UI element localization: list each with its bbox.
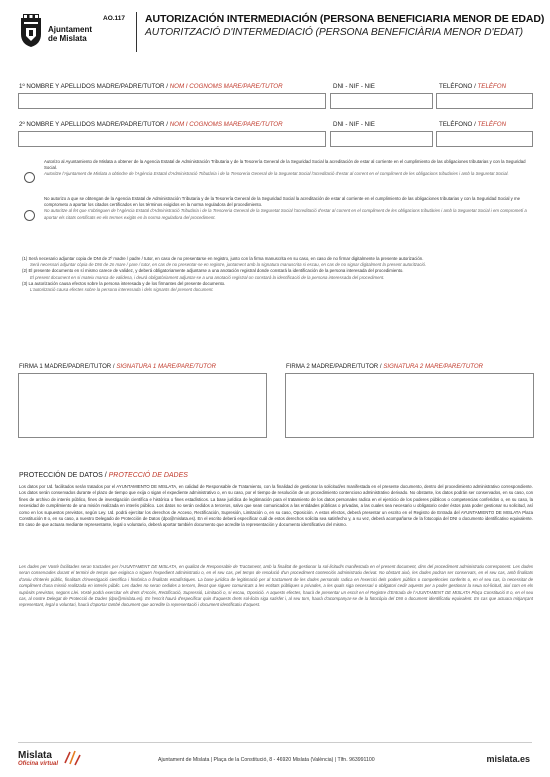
no-authorize-option-text: No autorizo a que se obtengan de la Agencia Estatal de Administración Tributaria y de la Tesorería General de la Seguridad Social la acreditación de estar al corriente en el cumplimiento de las obligaciones tributarias y con la Seguridad Social y me comprometo a aportar los citados certificados en los términos exigidos en la norma reguladora del procedimiento. No autoritze al fet que s'obtinguen de l'Agència Estatal d'Administració Tributària i de la Tresoreria General de la Seguretat Social l'acreditació d'estar al corrent en el compliment de les obligacions tributàries i amb la Seguretat Social i em comprometí a aportar els citats certificats en els termes exigits en la norma reguladora del procediment. xyxy=(44,196,527,220)
header-divider xyxy=(136,12,137,52)
note-2: (2) El presente documento en sí mismo carece de validez, y deberá obligatoriamente adjuntarse a una anotación registral donde constará la identificación de la persona interesada del procedimiento. xyxy=(22,268,404,274)
note-2-valencian: El present document en si mateix manca de validesa, i deurà obligatòriament adjuntar-se a una anotació registral on constarà la identificació de la persona interessada del procediment. xyxy=(30,274,385,280)
oficina-virtual-logo xyxy=(18,749,83,767)
phone2-input[interactable] xyxy=(436,131,533,147)
dni1-input[interactable] xyxy=(330,93,433,109)
form-title-valencian: AUTORITZACIÓ D'INTERMEDIACIÓ (PERSONA BENEFICIÀRIA MENOR D'EDAT) xyxy=(145,27,523,38)
footer-logo-sub: Oficina virtual xyxy=(18,761,59,767)
signature1-box[interactable] xyxy=(18,373,267,438)
data-protection-title: PROTECCIÓN DE DATOS / PROTECCIÓ DE DADES xyxy=(19,472,188,479)
dni1-label: DNI - NIF - NIE xyxy=(333,83,375,90)
logo-line-1: Ajuntament xyxy=(48,25,92,34)
note-1: (1) Será necesario adjuntar copia de DNI de 2º madre / padre / tutor, en caso de no presentarse en registro, junto con la firma manuscrita en su caso, en caso de no firmar digitalmente la presente autorización. xyxy=(22,256,424,261)
footer-website[interactable]: mislata.es xyxy=(486,754,530,764)
footer-logo-name: Mislata xyxy=(18,750,52,761)
signature2-box[interactable] xyxy=(285,373,534,438)
sparkle-icon xyxy=(61,749,83,767)
note-3-valencian: L'autorització causa efectes sobre la persona interessada i dels signants del present document. xyxy=(30,287,214,293)
phone1-input[interactable] xyxy=(436,93,533,109)
footer-divider xyxy=(18,742,532,743)
signature2-label: FIRMA 2 MADRE/PADRE/TUTOR / SIGNATURA 2 MARE/PARE/TUTOR xyxy=(286,363,483,370)
form-title: AUTORIZACIÓN INTERMEDIACIÓN (PERSONA BENEFICIARIA MENOR DE EDAD) xyxy=(145,13,545,25)
note-1-valencian: Serà necessari adjuntar còpia de DNI de 2n mare / pare / tutor, en cas de no presentar-se en registre, juntament amb la signatura manuscrita si escau, en cas de no signar digitalment la present autorització. xyxy=(30,262,427,268)
name1-label: 1º NOMBRE Y APELLIDOS MADRE/PADRE/TUTOR / NOM I COGNOMS MARE/PARE/TUTOR xyxy=(19,83,283,90)
name2-label: 2º NOMBRE Y APELLIDOS MADRE/PADRE/TUTOR / NOM I COGNOMS MARE/PARE/TUTOR xyxy=(19,121,283,128)
name2-input[interactable] xyxy=(18,131,326,147)
data-protection-text-valencian: Les dades per Vostè facilitades seran tractades per l'AJUNTAMENT DE MISLATA, en qualitat de Responsable de Tractament, amb la finalitat de gestionar la sol·licitud/s manifestada en el present document, dins del procediment administratiu corresponent. Les dades seran conservades durant el termini de temps que exigisca o siguen l'expedient administratiu o, en el seu cas, pel temps de resolució d'un procediment contenciós administratiu derivat. No obstant això, les dades podran ser conservats, en el seu cas, amb finalitats d'arxiu d'interés públic, finalitats d'investigació científica i històrica o finalitats estadístiques. La base jurídica de legitimació per al tractament de les dades personals radica en l'exercici dels poders públics o competències conferits o, en el seu cas, la necessitat de compliment d'una missió realitzada en interés públic. Les dades no seran cedides a tercers, llevat que siguen comunicats a les entitats públiques o privades, a les quals siga necessari o obligatori cedir aquests per a poder gestionar la seua sol·licitud, així com en els supòsits previstos, segons Llei. Vosté podrà exercitar els drets d'Accés, Rectificació, Supressió, Limitació o, si escau, Oposició. A aquests efectes, haurà de presentar un escrit en el Registre d'Entrada de l'AJUNTAMENT DE MISLATA Plaça Constitució 8 o, en el seu cas, al nostre Delegat de Protecció de Dades (dpo@mislata.es). En l'escrit haurà d'especificar quin d'aquests drets sol·licita siga satisfet i, al seu torn, haurà d'acompanyar-se de la fotocòpia del DNI o document identificatiu equivalent. En cas que actuara mitjançant representant, legal o voluntari, haurà d'aportar també document que acredite la representació i document identificatiu d'aquest. xyxy=(19,564,533,608)
logo-line-2: de Mislata xyxy=(48,33,87,43)
authorize-option-text: Autorizo al Ayuntamiento de Mislata a obtener de la Agencia Estatal de Administración Tributaria y de la Tesorería General de la Seguridad Social la acreditación de estar al corriente en el cumplimiento de las obligaciones tributarias y con la Seguridad Social. Autoritze l'Ajuntament de Mislata a obtindre de l'Agència Estatal d'Administració Tributària i de la Tresoreria General de la Seguretat Social l'acreditació d'estar al corrent en el compliment de les obligacions tributàries i amb la Seguretat Social. xyxy=(44,159,526,177)
footer-address: Ajuntament de Mislata | Plaça de la Constitució, 8 - 46920 Mislata (València) | Tlfn. 963991100 xyxy=(158,757,375,763)
dni2-label: DNI - NIF - NIE xyxy=(333,121,375,128)
authorize-radio[interactable] xyxy=(24,172,35,183)
coat-of-arms-icon xyxy=(18,14,44,48)
no-authorize-radio[interactable] xyxy=(24,210,35,221)
signature1-label: FIRMA 1 MADRE/PADRE/TUTOR / SIGNATURA 1 MARE/PARE/TUTOR xyxy=(19,363,216,370)
dni2-input[interactable] xyxy=(330,131,433,147)
notes-block xyxy=(22,256,532,293)
name1-input[interactable] xyxy=(18,93,326,109)
data-protection-text: Los datos por Ud. facilitados serán tratados por el AYUNTAMIENTO DE MISLATA, en calidad de Responsable de Tratamiento, con la finalidad de gestionar la solicitud/es manifestada en el presente documento, dentro del procedimiento administrativo correspondiente. Los datos serán conservados durante el plazo de tiempo que exija o sigan el expediente administrativo o, en su caso, por el tiempo de resolución de un procedimiento contencioso administrativo derivado. No obstante, los datos podrán ser conservados, en su caso, con fines de archivo de interés público, fines de investigación científica e histórica o fines estadísticos. La base jurídica de legitimación para el tratamiento de los datos personales radica en el ejercicio de los poderes públicos o competencias conferidos o, en su caso, la necesidad de cumplimiento de una misión realizada en interés público. Los datos no serán cedidos a terceros, salvo que sean comunicados a las entidades públicas o privadas, a las cuales sea necesario u obligatorio ceder éstos para poder gestionar su solicitud, así como en los supuestos previstos, según Ley. Ud. podrá ejercitar los derechos de Acceso, Rectificación, Supresión, Limitación o, en su caso, Oposición. A estos efectos, deberá presentar un escrito en el Registro de Entrada del AYUNTAMIENTO DE MISLATA Plaza Constitución 8 o, en su caso, a nuestro Delegado de Protección de Datos (dpo@mislata.es). En el escrito deberá especificar cuál de estos derechos solicita sea satisfecho y, a su vez, deberá acompañarse de la fotocopia del DNI o documento identificativo equivalente. En caso de que actuara mediante representante, legal o voluntario, deberá aportar también documento que acredite la representación y documento identificativo del mismo. xyxy=(19,484,533,528)
municipal-logo xyxy=(18,12,108,52)
phone1-label: TELÉFONO / TELÈFON xyxy=(439,83,507,90)
phone2-label: TELÉFONO / TELÈFON xyxy=(439,121,507,128)
form-code: AO.117 xyxy=(103,15,126,22)
note-3: (3) La autorización causa efectos sobre la persona interesada y de los firmantes del presente documento. xyxy=(22,280,226,286)
